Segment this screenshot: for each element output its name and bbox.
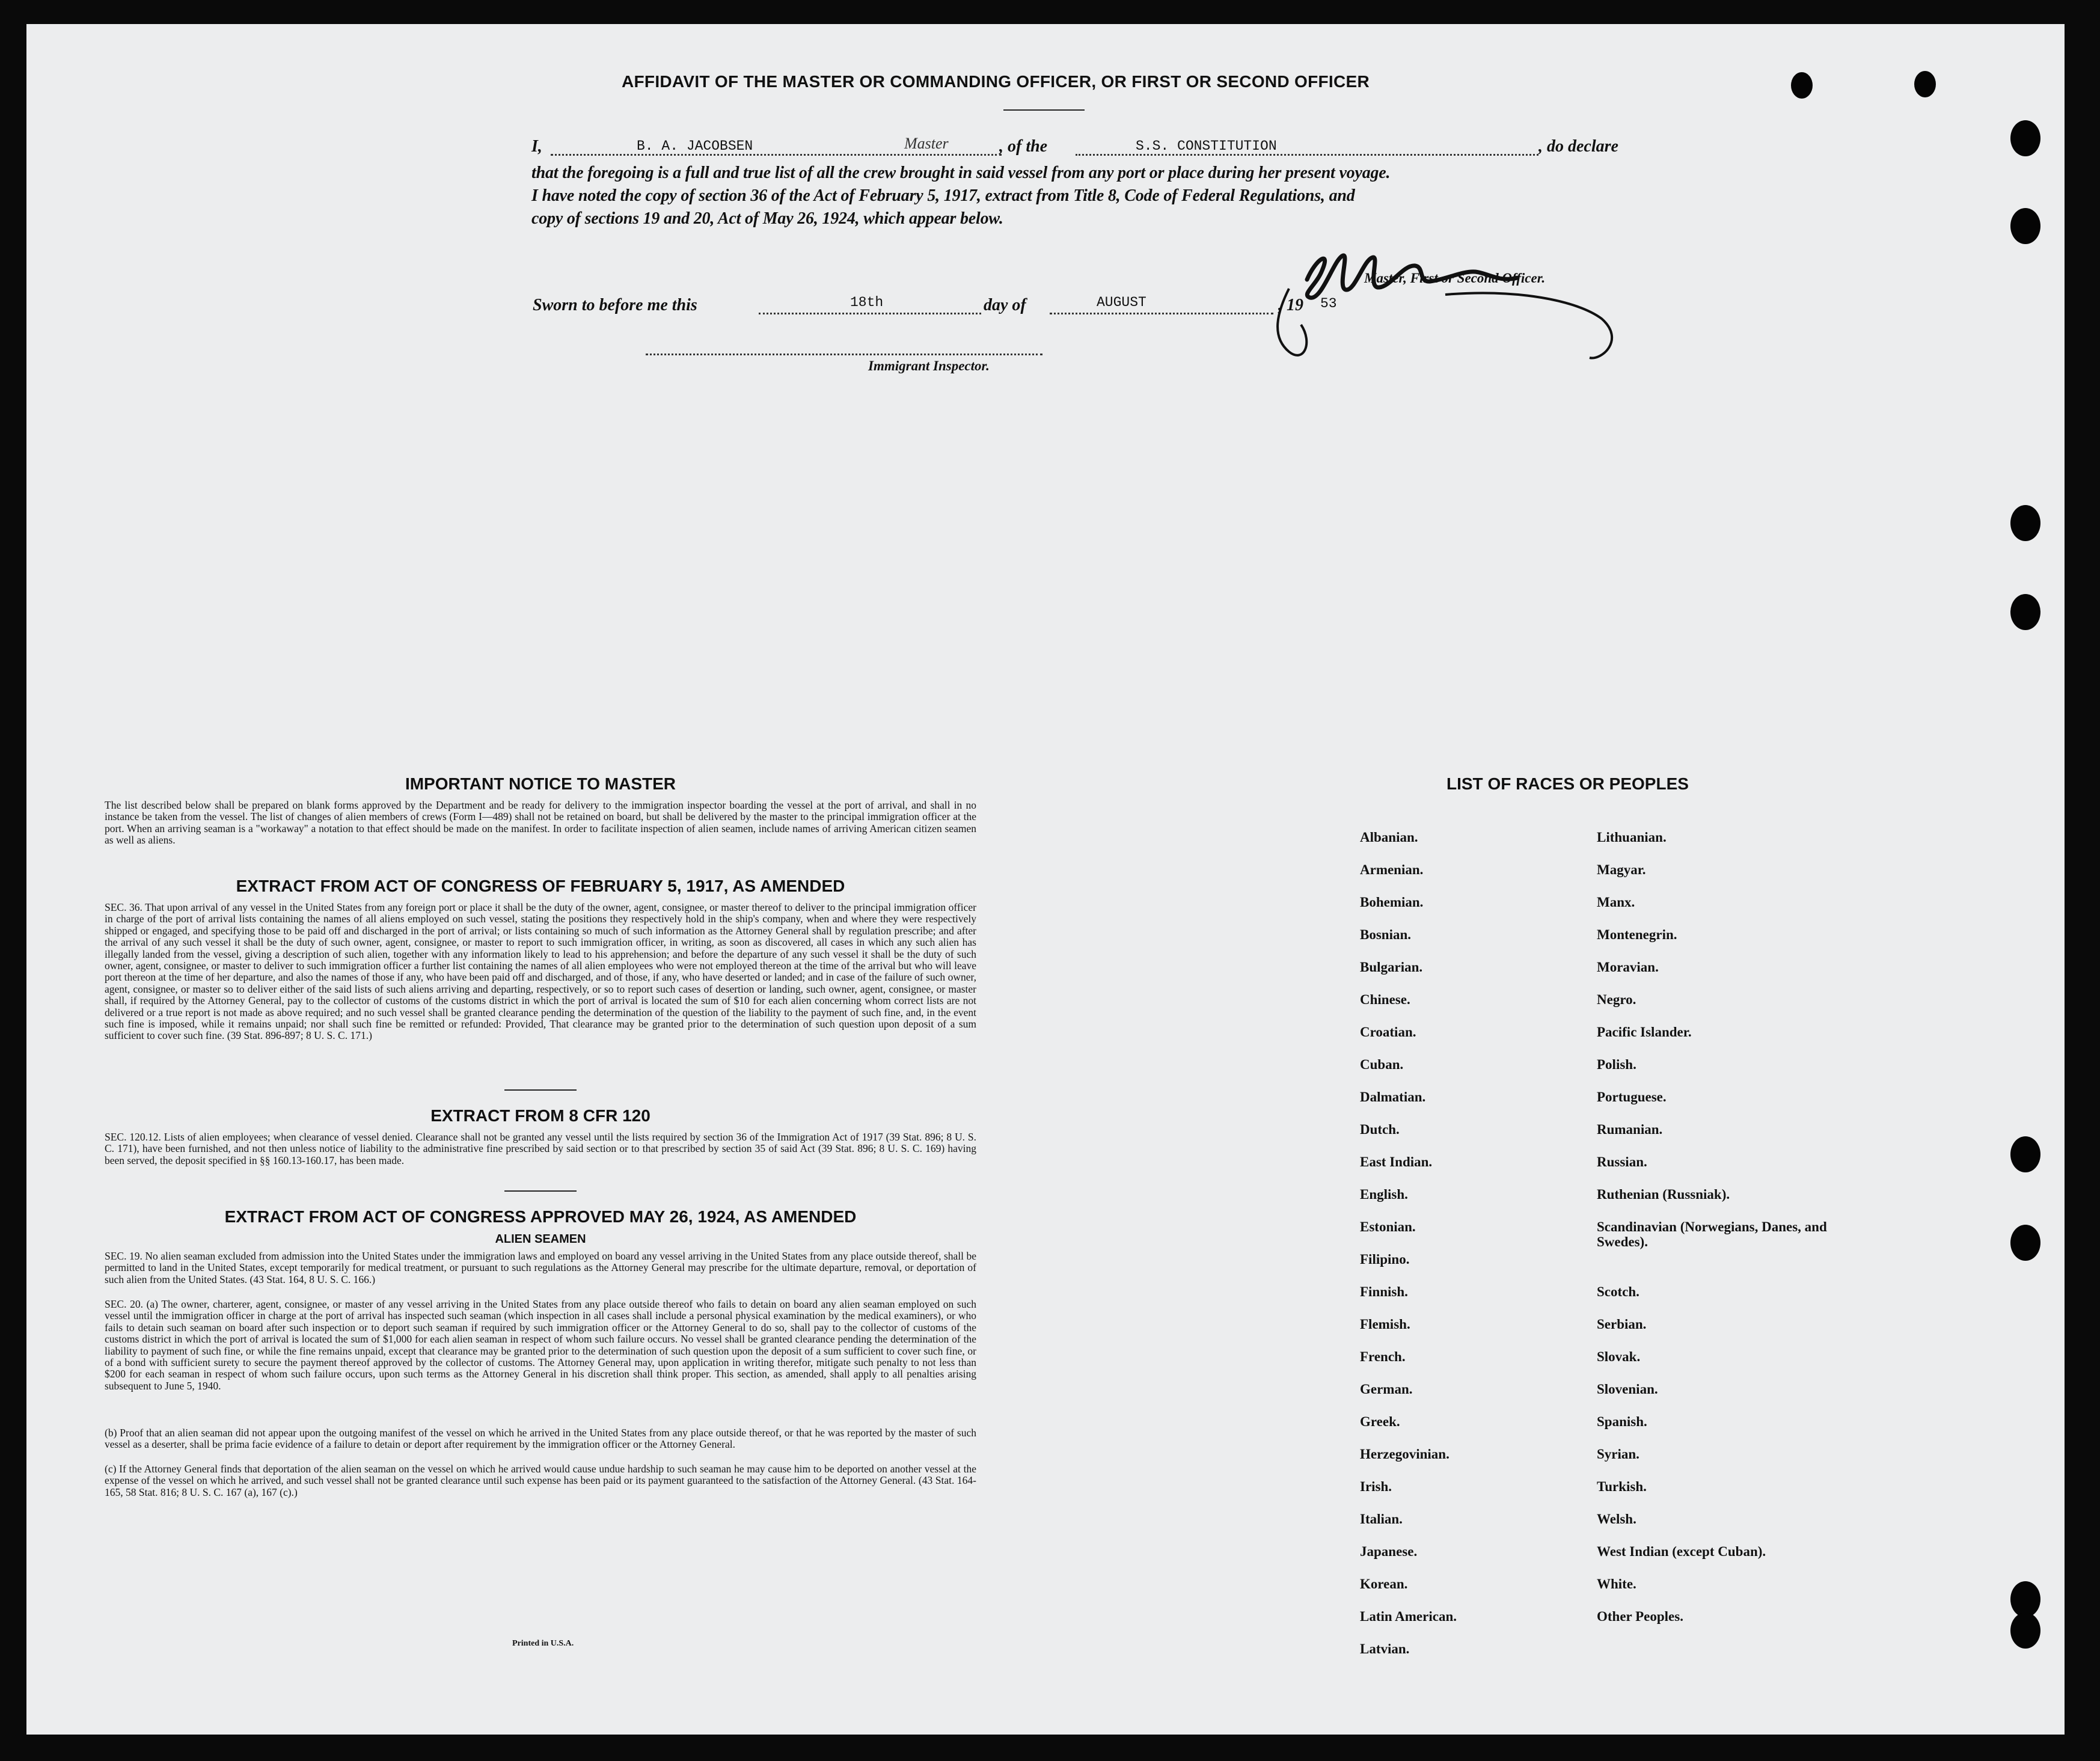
punch-hole	[2010, 120, 2040, 156]
race-item: Manx.	[1597, 895, 1635, 910]
race-item: West Indian (except Cuban).	[1597, 1544, 1766, 1559]
do-declare-label: , do declare	[1538, 137, 1618, 156]
sec20a-text: SEC. 20. (a) The owner, charterer, agent, consignee, or master of any vessel arriving in the United States from any place outside thereof who fails to detain on board any alien seaman employed on such vessel until the immigration officer in charge at the port of arrival has inspected such seaman (which inspection in all cases shall include a personal physical examination by the medical examiners), or who fails to detain such seaman on board after such inspection or to deport such seaman if required by such immigration officer or the Attorney General to do so, shall pay to the collector of customs of the customs district in which the port of arrival is located the sum of $1,000 for each alien seaman in respect of whom such failure occurs. No vessel shall be granted clearance pending the determination of the liability to payment of such fine, or while the fine remains unpaid, except that clearance may be granted prior to the determination of such question upon the deposit of a sum sufficient to cover such fine, or of a bond with sufficient surety to secure the payment thereof approved by the collector of customs. The Attorney General may, upon application in writing therefor, mitigate such penalty to not less than $200 for each seaman in respect of whom such failure occurs, upon such terms as the Attorney General in his discretion shall think proper. This section, as amended, shall apply to all penalties arising subsequent to June 5, 1940.	[105, 1298, 976, 1392]
race-item: Dalmatian.	[1360, 1089, 1426, 1104]
race-item: Scotch.	[1597, 1284, 1639, 1299]
race-item: Estonian.	[1360, 1219, 1416, 1234]
day-of-label: day of	[984, 296, 1026, 314]
extract-cfr-heading: EXTRACT FROM 8 CFR 120	[430, 1106, 651, 1125]
race-item: Flemish.	[1360, 1317, 1410, 1332]
race-item: Armenian.	[1360, 862, 1424, 877]
race-item: Moravian.	[1597, 960, 1659, 975]
declaration-line-3: copy of sections 19 and 20, Act of May 26, 1924, which appear below.	[531, 209, 1003, 228]
section-divider	[504, 1190, 577, 1192]
race-item: Magyar.	[1597, 862, 1646, 877]
sec20b-text: (b) Proof that an alien seaman did not appear upon the outgoing manifest of the vessel on which he arrived in the United States from any place outside thereof, or that he was reported by the master of such vessel as a deserter, shall be prima facie evidence of a failure to detain or deport after requirement by the immigration officer or the Attorney General.	[105, 1427, 976, 1451]
sworn-label: Sworn to before me this	[533, 296, 697, 314]
race-item: Syrian.	[1597, 1447, 1639, 1462]
race-item: Latvian.	[1360, 1641, 1410, 1656]
declaration-line-1: that the foregoing is a full and true list of all the crew brought in said vessel from any port or place during her present voyage.	[531, 164, 1391, 182]
race-item: German.	[1360, 1382, 1413, 1397]
printed-in-usa: Printed in U.S.A.	[512, 1639, 574, 1648]
race-item: Korean.	[1360, 1576, 1408, 1591]
punch-hole	[2010, 505, 2040, 541]
race-item: Scandinavian (Norwegians, Danes, and Swedes).	[1597, 1219, 1827, 1249]
inspector-signature-line	[646, 354, 1042, 355]
race-item: Chinese.	[1360, 992, 1410, 1007]
extract-1924-heading: EXTRACT FROM ACT OF CONGRESS APPROVED MAY 26, 1924, AS AMENDED	[224, 1207, 857, 1226]
race-item: Slovenian.	[1597, 1382, 1658, 1397]
notice-heading: IMPORTANT NOTICE TO MASTER	[405, 774, 676, 793]
race-item: Rumanian.	[1597, 1122, 1663, 1137]
race-item: Italian.	[1360, 1511, 1403, 1527]
sworn-day: 18th	[850, 295, 884, 310]
race-item: Montenegrin.	[1597, 927, 1677, 942]
race-item: Russian.	[1597, 1154, 1647, 1169]
section-divider	[504, 1089, 577, 1091]
officer-name-line	[551, 154, 1002, 156]
race-item: Polish.	[1597, 1057, 1636, 1072]
races-heading: LIST OF RACES OR PEOPLES	[1446, 774, 1689, 793]
sworn-month: AUGUST	[1097, 295, 1146, 310]
race-item: Dutch.	[1360, 1122, 1400, 1137]
race-item: Croatian.	[1360, 1024, 1416, 1040]
race-item: Spanish.	[1597, 1414, 1647, 1429]
race-item: Slovak.	[1597, 1349, 1641, 1364]
officer-caption: Master, First or Second Officer.	[1364, 271, 1546, 286]
title-divider	[1003, 109, 1085, 111]
race-item: Negro.	[1597, 992, 1636, 1007]
race-item: Albanian.	[1360, 830, 1418, 845]
race-item: Herzegovinian.	[1360, 1447, 1449, 1462]
i-label: I,	[531, 137, 542, 156]
race-item: French.	[1360, 1349, 1406, 1364]
race-item: Bohemian.	[1360, 895, 1424, 910]
race-item: Turkish.	[1597, 1479, 1647, 1494]
extract-cfr-text: SEC. 120.12. Lists of alien employees; when clearance of vessel denied. Clearance shall not be granted any vessel until the lists required by section 36 of the Immigration Act of 1917 (39 Stat. 896; 8 U. S. C. 171), have been furnished, and not then unless notice of liability to the administrative fine prescribed by said section or to that prescribed by section 35 of said Act (39 Stat. 896; 8 U. S. C. 169) having been served, the deposit specified in §§ 160.13-160.17, has been made.	[105, 1131, 976, 1166]
of-the-label: , of the	[999, 137, 1048, 156]
officer-name: B. A. JACOBSEN	[637, 138, 753, 154]
alien-seamen-subheading: ALIEN SEAMEN	[495, 1233, 586, 1246]
punch-hole	[2010, 594, 2040, 630]
race-item: Pacific Islander.	[1597, 1024, 1692, 1040]
race-item: White.	[1597, 1576, 1636, 1591]
sec20c-text: (c) If the Attorney General finds that deportation of the alien seaman on the vessel on which he arrived would cause undue hardship to such seaman he may cause him to be deported on another vessel at the expense of the vessel on which he arrived, and such vessel shall not be granted clearance until such expense has been paid or its payment guaranteed to the satisfaction of the Attorney General. (43 Stat. 164-165, 58 Stat. 816; 8 U. S. C. 167 (a), 167 (c).)	[105, 1463, 976, 1498]
race-item: Irish.	[1360, 1479, 1392, 1494]
punch-hole	[2010, 1225, 2040, 1261]
inspector-caption: Immigrant Inspector.	[868, 358, 990, 373]
punch-hole	[2010, 1136, 2040, 1172]
punch-hole	[1914, 71, 1936, 97]
sworn-month-line	[1050, 313, 1273, 314]
punch-hole	[2010, 1612, 2040, 1649]
race-item: Japanese.	[1360, 1544, 1418, 1559]
notice-text: The list described below shall be prepared on blank forms approved by the Department and be ready for delivery to the immigration inspector boarding the vessel at the port of arrival, and shall in no instance be taken from the vessel. The list of changes of alien members of crews (Form I—489) shall not be retained on board, but shall be delivered by the master to the principal immigration officer at the port. When an arriving seaman is a "workaway" a notation to that effect should be made on the manifest. In order to facilitate inspection of alien seamen, include names of arriving American citizen seamen as well as aliens.	[105, 799, 976, 847]
officer-rank: Master	[904, 135, 949, 152]
race-item: Latin American.	[1360, 1609, 1457, 1624]
race-item: Finnish.	[1360, 1284, 1408, 1299]
punch-hole	[1791, 72, 1813, 99]
race-item: English.	[1360, 1187, 1408, 1202]
extract-1917-heading: EXTRACT FROM ACT OF CONGRESS OF FEBRUARY 5, 1917, AS AMENDED	[236, 877, 845, 895]
race-item: Bulgarian.	[1360, 960, 1423, 975]
race-item: Lithuanian.	[1597, 830, 1667, 845]
punch-hole	[2010, 1581, 2040, 1617]
year-suffix: 53	[1320, 296, 1337, 311]
vessel-line	[1076, 154, 1538, 156]
race-item: East Indian.	[1360, 1154, 1433, 1169]
race-item: Ruthenian (Russniak).	[1597, 1187, 1730, 1202]
sworn-day-line	[759, 313, 981, 314]
punch-hole	[2010, 208, 2040, 244]
race-item: Greek.	[1360, 1414, 1400, 1429]
race-item: Cuban.	[1360, 1057, 1404, 1072]
year-prefix: , 19	[1278, 296, 1303, 314]
race-item: Filipino.	[1360, 1252, 1410, 1267]
race-item: Bosnian.	[1360, 927, 1412, 942]
race-item: Other Peoples.	[1597, 1609, 1683, 1624]
race-item: Welsh.	[1597, 1511, 1636, 1527]
affidavit-title: AFFIDAVIT OF THE MASTER OR COMMANDING OFFICER, OR FIRST OR SECOND OFFICER	[622, 72, 1370, 91]
document-page	[26, 24, 2065, 1735]
sec19-text: SEC. 19. No alien seaman excluded from admission into the United States under the immigration laws and employed on board any vessel arriving in the United States from any place outside thereof, shall be permitted to land in the United States, except temporarily for medical treatment, or pursuant to such regulations as the Attorney General may prescribe for the ultimate departure, removal, or deportation of such alien from the United States. (43 Stat. 164, 8 U. S. C. 166.)	[105, 1250, 976, 1285]
race-item: Serbian.	[1597, 1317, 1647, 1332]
extract-1917-text: SEC. 36. That upon arrival of any vessel in the United States from any foreign port or place it shall be the duty of the owner, agent, consignee, or master thereof to deliver to the principal immigration officer in charge of the port of arrival lists containing the names of all aliens employed on such vessel, stating the positions they respectively hold in the ship's company, when and where they were respectively shipped or engaged, and specifying those to be paid off and discharged in the port of arrival; or lists containing so much of such information as the Attorney General shall by regulation prescribe; and after the arrival of any such vessel it shall be the duty of such owner, agent, consignee, or master to report to such immigration officer, in writing, as soon as discovered, all cases in which any such alien has illegally landed from the vessel, giving a description of such alien, together with any information likely to lead to his apprehension; and before the departure of any such vessel it shall be the duty of such owner, agent, consignee, or master to deliver to such immigration officer a further list containing the names of all alien employees who were not employed thereon at the time of the arrival but who will leave port thereon at the time of her departure, and also the names of those if any, who have been paid off and discharged, and of those, if any, who have deserted or landed; and in case of the failure of such owner, agent, consignee, or master so to deliver either of the said lists of such aliens arriving and departing, respectively, or so to report such cases of desertion or landing, such owner, agent, consignee, or master shall, if required by the Attorney General, pay to the collector of customs of the customs district in which the port of arrival is located the sum of $10 for each alien concerning whom correct lists are not delivered or a true report is not made as above required; and no such vessel shall be granted clearance pending the determination of the question of the liability to the payment of such fine, and, in the event such fine is imposed, while it remains unpaid; nor shall such fine be remitted or refunded: Provided, That clearance may be granted prior to the determination of such question upon deposit of a sum sufficient to cover such fine. (39 Stat. 896-897; 8 U. S. C. 171.)	[105, 901, 976, 1042]
vessel-name: S.S. CONSTITUTION	[1136, 138, 1277, 154]
declaration-line-2: I have noted the copy of section 36 of the Act of February 5, 1917, extract from Title 8, Code of Federal Regulations, and	[531, 186, 1355, 205]
race-item: Portuguese.	[1597, 1089, 1667, 1104]
